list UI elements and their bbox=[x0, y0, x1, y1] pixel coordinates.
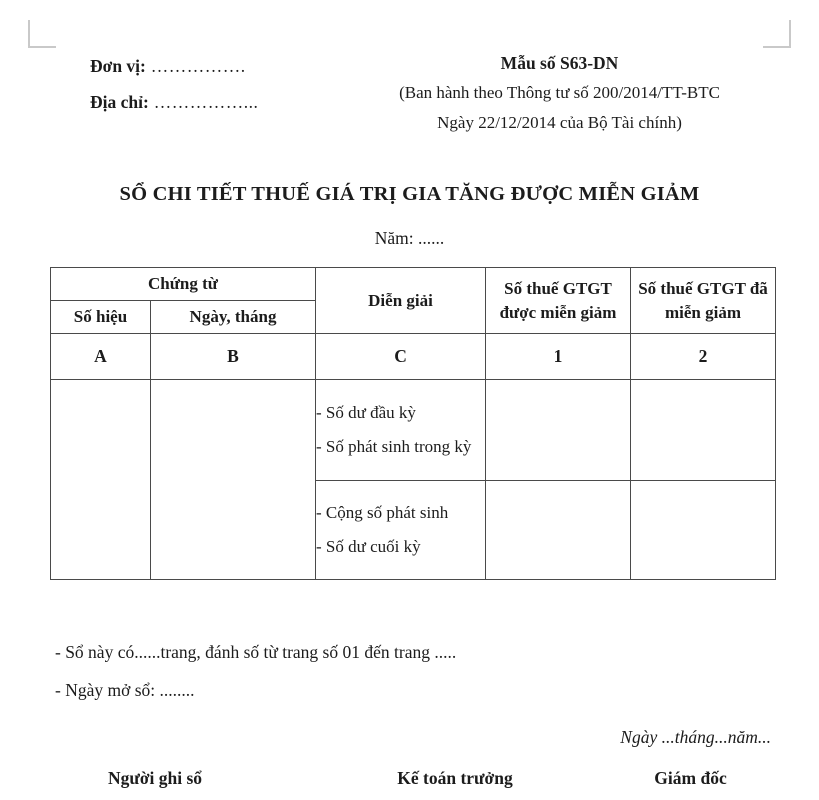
entity-address-label: Địa chỉ: bbox=[90, 92, 149, 112]
column-letter-2: 2 bbox=[631, 334, 776, 380]
signature-row bbox=[0, 768, 819, 789]
entity-unit-row bbox=[90, 48, 330, 84]
column-letter-b: B bbox=[151, 334, 316, 380]
column-letter-a: A bbox=[51, 334, 151, 380]
entity-unit-label: Đơn vị: bbox=[90, 56, 146, 76]
cell-dien-giai-opening[interactable] bbox=[316, 380, 486, 481]
header-so-thue-da-mien-giam: Số thuế GTGT đã miễn giảm bbox=[631, 268, 776, 334]
crop-mark-top-right bbox=[763, 20, 791, 48]
header-so-hieu: Số hiệu bbox=[51, 301, 151, 334]
note-cong-so-phat-sinh: - Cộng số phát sinh bbox=[316, 503, 449, 522]
header-ngay-thang: Ngày, tháng bbox=[151, 301, 316, 334]
cell-duoc-mien-giam-row2[interactable] bbox=[486, 481, 631, 580]
table-column-letters-row bbox=[51, 334, 776, 380]
column-letter-c: C bbox=[316, 334, 486, 380]
entity-address-blank: ……………... bbox=[148, 92, 259, 112]
note-so-du-cuoi-ky: - Số dư cuối kỳ bbox=[316, 537, 421, 556]
column-letter-1: 1 bbox=[486, 334, 631, 380]
cell-duoc-mien-giam-row1[interactable] bbox=[486, 380, 631, 481]
signature-role-chief-accountant: Kế toán trưởng bbox=[397, 768, 513, 788]
table-header-row-group bbox=[51, 268, 776, 301]
table-head bbox=[51, 268, 776, 380]
footnote-opening-date: - Ngày mở sổ: ........ bbox=[55, 680, 195, 700]
footnotes-block bbox=[55, 633, 775, 709]
table-row bbox=[51, 380, 776, 481]
table-body bbox=[51, 380, 776, 580]
form-reference-block bbox=[330, 48, 819, 138]
signature-role-recorder: Người ghi sổ bbox=[107, 768, 203, 788]
cell-da-mien-giam-row2[interactable] bbox=[631, 481, 776, 580]
decree-line-2: Ngày 22/12/2014 của Bộ Tài chính) bbox=[437, 113, 682, 132]
header-dien-giai: Diễn giải bbox=[316, 268, 486, 334]
note-so-phat-sinh-trong-ky: - Số phát sinh trong kỳ bbox=[316, 437, 472, 456]
page-title: SỔ CHI TIẾT THUẾ GIÁ TRỊ GIA TĂNG ĐƯỢC MIỄN GIẢM bbox=[119, 183, 700, 205]
cell-da-mien-giam-row1[interactable] bbox=[631, 380, 776, 481]
page-subtitle-year: Năm: ...... bbox=[374, 228, 445, 248]
note-so-du-dau-ky: - Số dư đầu kỳ bbox=[316, 403, 416, 422]
signature-role-director: Giám đốc bbox=[654, 768, 727, 788]
ledger-table bbox=[50, 267, 776, 580]
form-code: Mẫu số S63-DN bbox=[500, 53, 619, 73]
decree-line-1: (Ban hành theo Thông tư số 200/2014/TT-BTC bbox=[399, 83, 720, 102]
cell-ngay-thang-blank[interactable] bbox=[151, 380, 316, 580]
crop-mark-top-left bbox=[28, 20, 56, 48]
document-header bbox=[0, 48, 819, 138]
cell-dien-giai-closing[interactable] bbox=[316, 481, 486, 580]
header-chung-tu: Chứng từ bbox=[51, 268, 316, 301]
entity-unit-blank: ……………. bbox=[145, 56, 246, 76]
entity-info-block bbox=[0, 48, 330, 120]
cell-so-hieu-blank[interactable] bbox=[51, 380, 151, 580]
header-so-thue-duoc-mien-giam: Số thuế GTGT được miễn giảm bbox=[486, 268, 631, 334]
signature-date-line: Ngày ...tháng...năm... bbox=[620, 727, 771, 747]
entity-address-row bbox=[90, 84, 330, 120]
footnote-page-count: - Sổ này có......trang, đánh số từ trang số 01 đến trang ..... bbox=[55, 642, 457, 662]
